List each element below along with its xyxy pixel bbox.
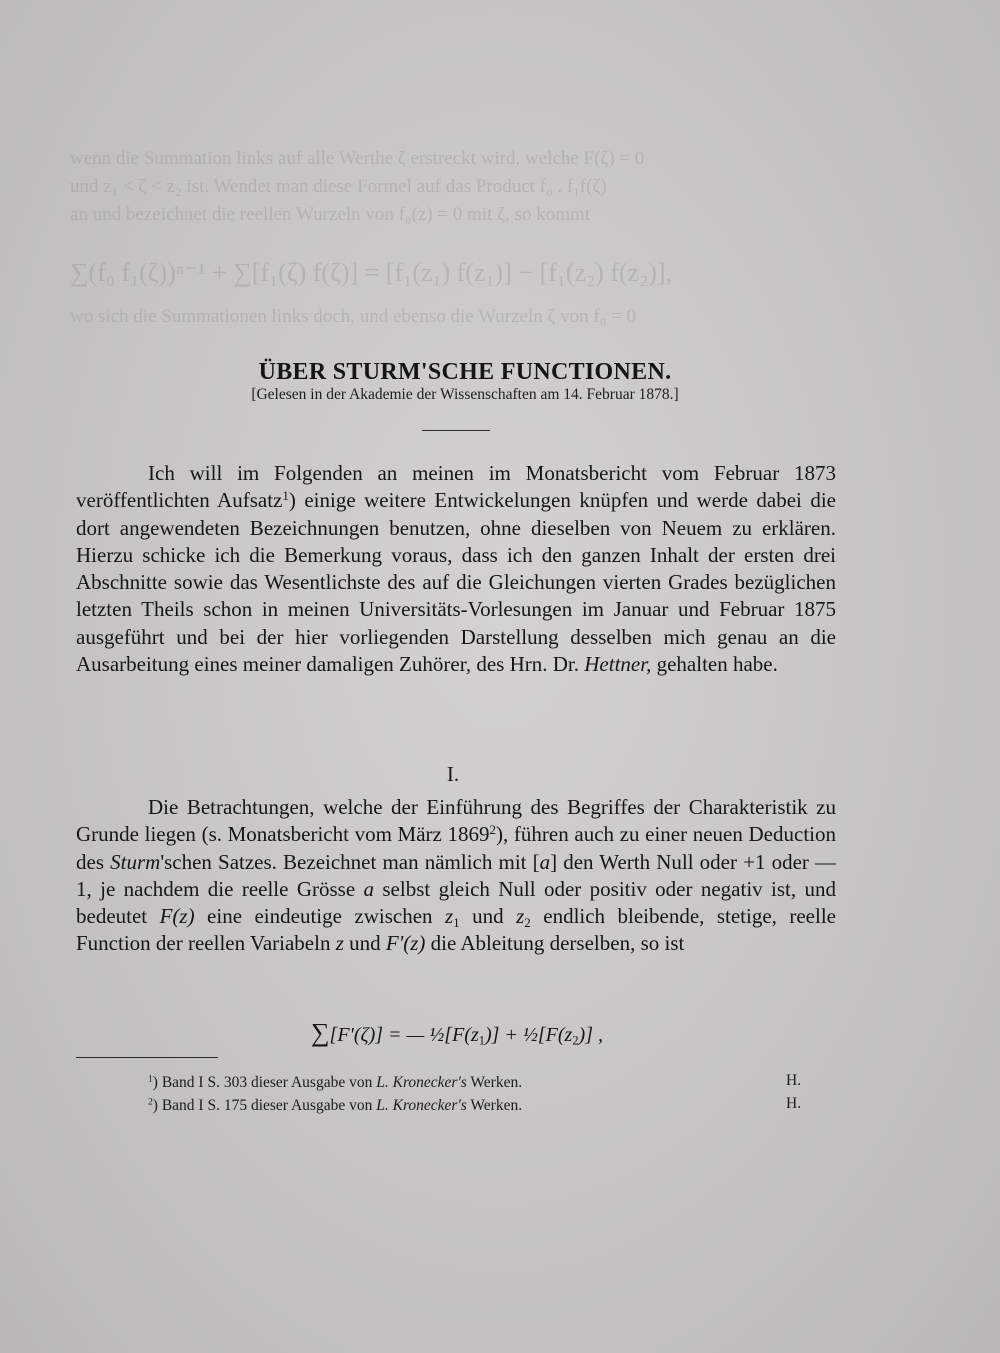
footnote [148, 1097, 522, 1115]
footnote-ref: 1 [282, 488, 289, 504]
math-expr: F(z) [159, 904, 195, 929]
text-run: und [459, 904, 517, 929]
footnote-text: ) Band I S. 175 dieser Ausgabe von [152, 1097, 377, 1114]
math-var: a [363, 876, 375, 901]
footnote-mark: 1 [148, 1073, 153, 1085]
footnote-editor-sign: H. [786, 1095, 802, 1112]
math-var: z [444, 904, 454, 929]
show-through-text: und z₁ < ζ < z₂ ist. Wendet man diese Formel auf das Product f₀ . f₁f(ζ) [70, 176, 607, 197]
text-run: selbst gleich Null oder positiv oder negativ ist, und bedeutet [76, 876, 837, 929]
math-subscript: 2 [524, 915, 531, 931]
footnote-text: Werken. [466, 1097, 523, 1114]
footnote-author: L. Kronecker's [376, 1074, 467, 1091]
article-subtitle: [Gelesen in der Akademie der Wissenschaften am 14. Februar 1878.] [251, 386, 679, 403]
formula-part: )] + ½[F(z [484, 1024, 573, 1046]
show-through-text: wo sich die Summationen links doch, und ebenso die Wurzeln ζ von f₀ = 0 [70, 306, 637, 327]
show-through-text: wenn die Summation links auf alle Werthe ζ erstreckt wird, welche F(ζ) = 0 [70, 148, 645, 169]
title-divider [422, 430, 490, 431]
formula-subscript: 2 [572, 1033, 579, 1048]
formula-part: [F'(ζ)] = — ½[F(z [329, 1024, 479, 1046]
person-name: Sturm [110, 849, 161, 874]
text-run: 'schen Satzes. Bezeichnet man nämlich mit [ [160, 849, 540, 874]
text-run: gehalten habe. [651, 652, 778, 677]
text-run: Ich will im Folgenden an meinen im Monatsbericht vom Februar 1873 veröffentlichten Aufsatz [76, 461, 836, 513]
footnote [148, 1074, 522, 1092]
text-run: Die Betrachtungen, welche der Einführung des Begriffes der Charakteristik zu Grunde liegen (s. Monatsbericht vom März 1869 [76, 795, 836, 847]
text-run: die Ableitung derselben, so ist [425, 931, 685, 956]
display-formula [0, 1018, 914, 1048]
math-var: a [539, 849, 551, 874]
footnote-divider [76, 1057, 218, 1058]
text-run: endlich bleibende, stetige, reelle Function der reellen Variabeln [76, 904, 836, 956]
footnote-ref: 2 [489, 822, 497, 838]
text-run: eine eindeutige zwischen [194, 904, 445, 929]
intro-paragraph [76, 460, 836, 678]
text-run: und [343, 931, 386, 956]
footnote-editor-sign: H. [786, 1072, 802, 1089]
footnote-author: L. Kronecker's [376, 1097, 467, 1114]
footnote-mark: 2 [148, 1096, 153, 1108]
show-through-formula: ∑(f₀ f₁(ζ))ⁿ⁻¹ + ∑[f₁(ζ) f(ζ)] = [f₁(z₁) f(z₁)] − [f₁(z₂) f(z₂)], [70, 258, 673, 287]
math-subscript: 1 [453, 915, 460, 931]
math-expr: F'(z) [385, 931, 426, 956]
text-run: ] den Werth Null oder +1 oder —1, je nachdem die reelle Grösse [76, 849, 837, 901]
math-var: z [516, 904, 525, 929]
show-through-text: an und bezeichnet die reellen Wurzeln von f₀(z) = 0 mit ζ, so kommt [70, 204, 591, 225]
formula-part: )] , [578, 1024, 603, 1046]
section-paragraph [76, 794, 836, 958]
footnote-text: ) Band I S. 303 dieser Ausgabe von [152, 1074, 377, 1091]
formula-subscript: 1 [478, 1033, 485, 1048]
section-heading: I. [446, 762, 460, 786]
text-run: ), führen auch zu einer neuen Deduction des [76, 822, 836, 874]
person-name: Hettner, [584, 652, 652, 677]
footnote-text: Werken. [466, 1074, 523, 1091]
summation-sign: ∑ [311, 1018, 330, 1047]
article-title: ÜBER STURM'SCHE FUNCTIONEN. [258, 359, 672, 386]
math-var: z [335, 931, 344, 956]
text-run: ) einige weitere Entwickelungen knüpfen und werde dabei die dort angewendeten Bezeichnungen benutzen, ohne dieselben von Neuem zu erklären. Hierzu schicke ich die Bemerkung voraus, dass ich den ganzen Inhalt der ersten drei Abschnitte sowie das Wesentlichste des auf die Gleichungen vierten Grades bezüglichen letzten Theils schon in meinen Universitäts-Vorlesungen im Januar und Februar 1875 ausgeführt und bei der hier vorliegenden Darstellung desselben mich genau an die Ausarbeitung eines meiner damaligen Zuhörer, des Hrn. Dr. [76, 488, 836, 677]
